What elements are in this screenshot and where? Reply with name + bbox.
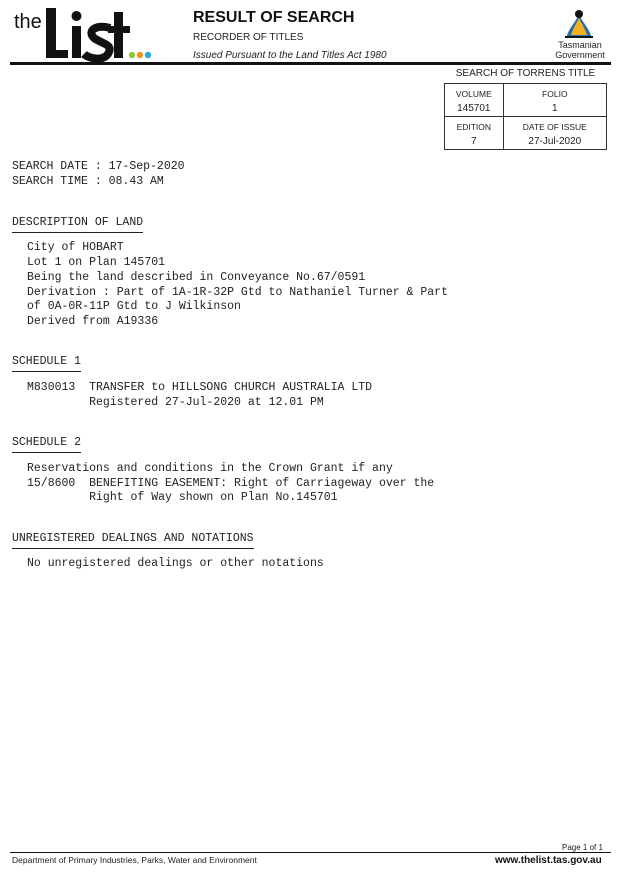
- edition-label: EDITION: [445, 117, 504, 135]
- description-line: Derivation : Part of 1A-1R-32P Gtd to Nathaniel Turner & Part: [27, 286, 448, 299]
- schedule-2-line: 15/8600 BENEFITING EASEMENT: Right of Carriageway over the: [27, 477, 435, 490]
- date-of-issue-value: 27-Jul-2020: [503, 134, 606, 150]
- schedule-2-heading: SCHEDULE 2: [12, 436, 81, 453]
- schedule-2-line: Right of Way shown on Plan No.145701: [27, 491, 338, 504]
- description-line: Being the land described in Conveyance No.67/0591: [27, 271, 366, 284]
- footer-url: www.thelist.tas.gov.au: [495, 855, 602, 866]
- description-line: Derived from A19336: [27, 315, 159, 328]
- schedule-1-line: Registered 27-Jul-2020 at 12.01 PM: [27, 396, 324, 409]
- page-number: Page 1 of 1: [562, 843, 603, 852]
- edition-value: 7: [445, 134, 504, 150]
- footer-rule: [10, 852, 611, 853]
- document-subtitle: RECORDER OF TITLES: [193, 32, 304, 43]
- description-line: City of HOBART: [27, 241, 124, 254]
- volume-value: 145701: [445, 101, 504, 117]
- search-time: SEARCH TIME : 08.43 AM: [12, 175, 164, 188]
- document-act: Issued Pursuant to the Land Titles Act 1980: [193, 50, 387, 61]
- torrens-title-heading: SEARCH OF TORRENS TITLE: [455, 68, 596, 79]
- unregistered-line: No unregistered dealings or other notations: [27, 557, 324, 570]
- government-wordmark: Tasmanian Government: [555, 40, 605, 60]
- description-line: of 0A-0R-11P Gtd to J Wilkinson: [27, 300, 241, 313]
- folio-value: 1: [503, 101, 606, 117]
- svg-text:the: the: [14, 11, 42, 33]
- schedule-2-line: Reservations and conditions in the Crown Grant if any: [27, 462, 393, 475]
- description-heading: DESCRIPTION OF LAND: [12, 216, 143, 233]
- description-line: Lot 1 on Plan 145701: [27, 256, 166, 269]
- search-date: SEARCH DATE : 17-Sep-2020: [12, 160, 185, 173]
- the-list-logo: [14, 6, 154, 62]
- title-details-table: [444, 83, 607, 150]
- date-of-issue-label: DATE OF ISSUE: [503, 117, 606, 135]
- volume-label: VOLUME: [445, 84, 504, 102]
- torrens-title-box: [444, 68, 607, 150]
- footer-department: Department of Primary Industries, Parks, Water and Environment: [12, 855, 257, 865]
- schedule-1-line: M830013 TRANSFER to HILLSONG CHURCH AUSTRALIA LTD: [27, 381, 373, 394]
- document-title: RESULT OF SEARCH: [193, 9, 355, 26]
- header-rule: [10, 62, 611, 65]
- unregistered-heading: UNREGISTERED DEALINGS AND NOTATIONS: [12, 532, 254, 549]
- tasmanian-government-emblem: [562, 8, 596, 40]
- schedule-1-heading: SCHEDULE 1: [12, 355, 81, 372]
- folio-label: FOLIO: [503, 84, 606, 102]
